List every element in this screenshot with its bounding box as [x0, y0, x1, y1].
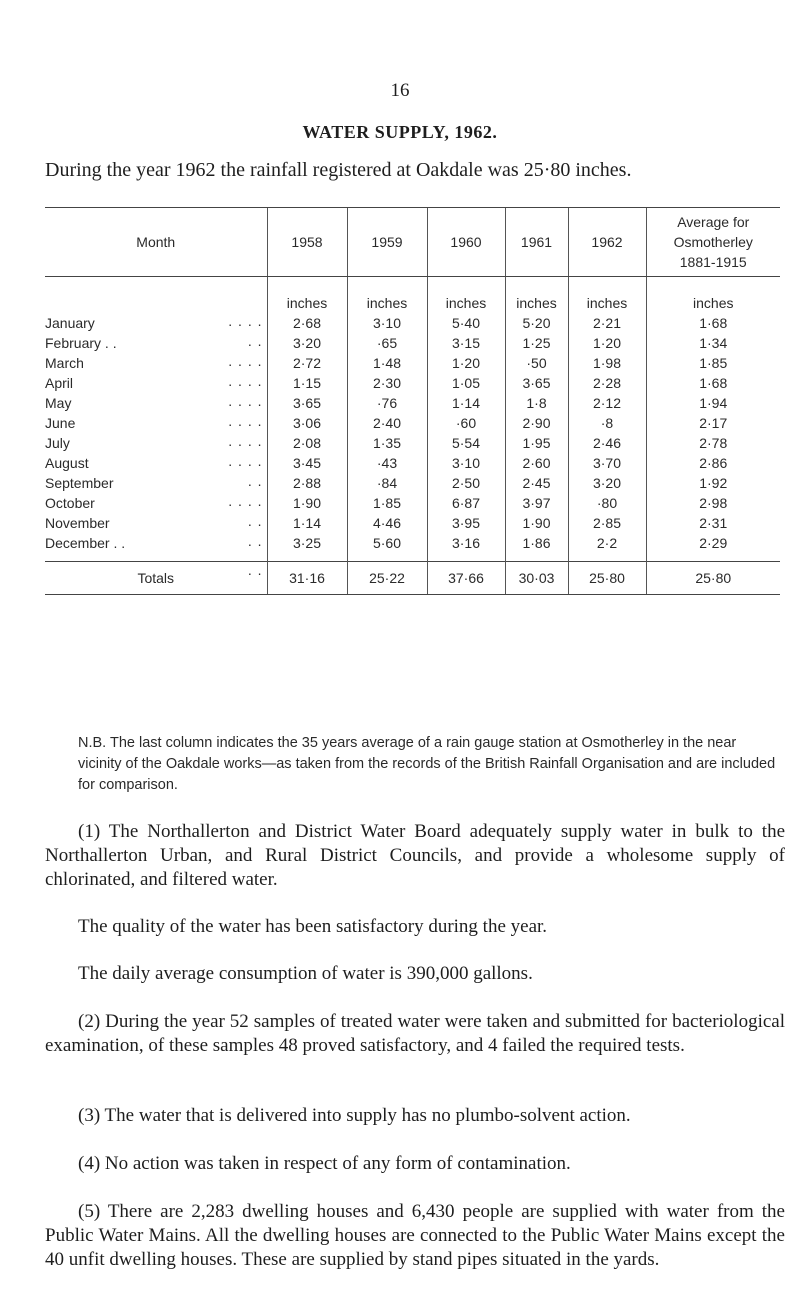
rainfall-value: 2·21	[568, 313, 646, 333]
table-row	[45, 313, 780, 333]
rainfall-value: ·43	[347, 453, 427, 473]
paragraph-1	[45, 820, 785, 892]
leader-dots: . . . .	[228, 313, 263, 329]
rainfall-value: 1·14	[427, 393, 505, 413]
intro-text: During the year 1962 the rainfall registered at Oakdale was 25·80 inches.	[45, 159, 632, 181]
paragraph-4	[45, 1010, 785, 1058]
rainfall-value: 2·12	[568, 393, 646, 413]
table-row	[45, 393, 780, 413]
rainfall-value: 4·46	[347, 513, 427, 533]
header-year: 1962	[568, 208, 646, 277]
month-label: September	[45, 475, 114, 491]
month-label: June	[45, 415, 76, 431]
month-label: May	[45, 395, 72, 411]
paragraph-5	[45, 1104, 785, 1128]
rainfall-value: 3·70	[568, 453, 646, 473]
month-label: July	[45, 435, 70, 451]
rainfall-value: 2·31	[646, 513, 780, 533]
rainfall-value: 3·06	[267, 413, 347, 433]
header-year: 1961	[505, 208, 568, 277]
rainfall-value: 2·50	[427, 473, 505, 493]
leader-dots: . .	[247, 533, 263, 549]
rainfall-value: 2·40	[347, 413, 427, 433]
rainfall-value: ·76	[347, 393, 427, 413]
leader-dots: . . . .	[228, 433, 263, 449]
table-row	[45, 433, 780, 453]
table-row	[45, 493, 780, 513]
rainfall-value: 3·65	[505, 373, 568, 393]
rainfall-value: 1·05	[427, 373, 505, 393]
rainfall-value: 3·25	[267, 533, 347, 553]
header-year: 1958	[267, 208, 347, 277]
total-value: 25·80	[568, 562, 646, 595]
leader-dots: . . . .	[228, 393, 263, 409]
paragraph-2	[45, 915, 785, 939]
rainfall-value: 3·65	[267, 393, 347, 413]
month-cell	[45, 393, 267, 413]
leader-dots: . .	[247, 333, 263, 349]
header-year: 1959	[347, 208, 427, 277]
rainfall-table	[45, 207, 780, 595]
rainfall-value: 3·95	[427, 513, 505, 533]
paragraph-text: (4) No action was taken in respect of any form of contamination.	[78, 1153, 571, 1174]
paragraph-7	[45, 1200, 785, 1272]
rainfall-value: 1·90	[505, 513, 568, 533]
unit-label: inches	[505, 277, 568, 314]
rainfall-value: 1·98	[568, 353, 646, 373]
rainfall-value: 2·86	[646, 453, 780, 473]
month-cell	[45, 373, 267, 393]
rainfall-value: 1·86	[505, 533, 568, 553]
paragraph-6	[45, 1152, 785, 1176]
month-label: August	[45, 455, 89, 471]
month-cell	[45, 353, 267, 373]
unit-label: inches	[267, 277, 347, 314]
total-value: 30·03	[505, 562, 568, 595]
table-row	[45, 533, 780, 553]
rainfall-value: 2·2	[568, 533, 646, 553]
rainfall-value: 3·45	[267, 453, 347, 473]
rainfall-value: 5·20	[505, 313, 568, 333]
rainfall-value: 1·25	[505, 333, 568, 353]
paragraph-text: (2) During the year 52 samples of treated water were taken and submitted for bacteriological examination, of these samples 48 proved satisfactory, and 4 failed the required tests.	[45, 1011, 785, 1056]
table-row	[45, 353, 780, 373]
rainfall-value: 5·40	[427, 313, 505, 333]
rainfall-value: 2·17	[646, 413, 780, 433]
leader-dots: . .	[247, 513, 263, 529]
month-label: December . .	[45, 535, 126, 551]
leader-dots: . . . .	[228, 353, 263, 369]
month-cell	[45, 473, 267, 493]
rainfall-value: 2·78	[646, 433, 780, 453]
table-footnote: N.B. The last column indicates the 35 years average of a rain gauge station at Osmotherley in the near vicinity of the Oakdale works—as taken from the records of the British Rainfall Organisation and are included for comparison.	[78, 735, 776, 793]
rainfall-value: 2·29	[646, 533, 780, 553]
totals-label: Totals	[137, 570, 175, 586]
page-number: 16	[390, 80, 410, 101]
rainfall-value: 1·85	[646, 353, 780, 373]
table-row	[45, 373, 780, 393]
rainfall-value: 1·95	[505, 433, 568, 453]
rainfall-value: 2·72	[267, 353, 347, 373]
rainfall-value: ·8	[568, 413, 646, 433]
rainfall-value: 2·60	[505, 453, 568, 473]
month-label: October	[45, 495, 95, 511]
unit-label: inches	[568, 277, 646, 314]
rainfall-value: 3·10	[347, 313, 427, 333]
rainfall-value: ·80	[568, 493, 646, 513]
rainfall-value: 1·68	[646, 373, 780, 393]
leader-dots: . .	[247, 473, 263, 489]
paragraph-text: (3) The water that is delivered into supply has no plumbo-solvent action.	[78, 1105, 631, 1126]
rainfall-value: ·84	[347, 473, 427, 493]
rainfall-value: 2·46	[568, 433, 646, 453]
leader-dots: . . . .	[228, 413, 263, 429]
rainfall-value: 1·90	[267, 493, 347, 513]
unit-label: inches	[646, 277, 780, 314]
month-cell	[45, 453, 267, 473]
table-row	[45, 473, 780, 493]
rainfall-value: 6·87	[427, 493, 505, 513]
rainfall-value: 2·08	[267, 433, 347, 453]
paragraph-text: The quality of the water has been satisfactory during the year.	[78, 916, 548, 937]
paragraph-text: The daily average consumption of water is 390,000 gallons.	[78, 963, 533, 984]
rainfall-value: 2·98	[646, 493, 780, 513]
rainfall-value: 1·15	[267, 373, 347, 393]
page-title: WATER SUPPLY, 1962.	[302, 122, 498, 142]
table-row	[45, 453, 780, 473]
header-month: Month	[45, 208, 267, 277]
month-cell	[45, 533, 267, 553]
rainfall-value: 3·20	[267, 333, 347, 353]
paragraph-text: (5) There are 2,283 dwelling houses and 6,430 people are supplied with water from the Public Water Mains. All the dwelling houses are connected to the Public Water Mains except the 40 unfit dwelling houses. These are supplied by stand pipes situated in the yards.	[45, 1201, 785, 1270]
rainfall-value: 1·20	[568, 333, 646, 353]
rainfall-value: 1·35	[347, 433, 427, 453]
rainfall-value: 2·45	[505, 473, 568, 493]
month-label: April	[45, 375, 74, 391]
rainfall-value: 1·20	[427, 353, 505, 373]
rainfall-value: 1·48	[347, 353, 427, 373]
totals-row	[45, 562, 780, 595]
rainfall-value: 2·90	[505, 413, 568, 433]
rainfall-value: ·65	[347, 333, 427, 353]
unit-label: inches	[347, 277, 427, 314]
units-row	[45, 277, 780, 314]
total-value: 31·16	[267, 562, 347, 595]
rainfall-value: 1·8	[505, 393, 568, 413]
rainfall-value: 2·85	[568, 513, 646, 533]
rainfall-value: ·50	[505, 353, 568, 373]
total-value: 25·22	[347, 562, 427, 595]
rainfall-value: 2·28	[568, 373, 646, 393]
leader-dots: . . . .	[228, 453, 263, 469]
month-cell	[45, 333, 267, 353]
rainfall-value: 5·54	[427, 433, 505, 453]
rainfall-value: 1·92	[646, 473, 780, 493]
paragraph-3	[45, 962, 785, 986]
rainfall-value: 3·10	[427, 453, 505, 473]
month-label: November	[45, 515, 110, 531]
leader-dots: . .	[247, 562, 263, 578]
rainfall-value: 5·60	[347, 533, 427, 553]
header-average-line: 1881-1915	[679, 254, 747, 270]
rainfall-value: 1·68	[646, 313, 780, 333]
rainfall-value: 1·85	[347, 493, 427, 513]
unit-label: inches	[427, 277, 505, 314]
leader-dots: . . . .	[228, 493, 263, 509]
rainfall-value: 3·16	[427, 533, 505, 553]
rainfall-value: 1·34	[646, 333, 780, 353]
header-average-line: Average for	[677, 214, 750, 230]
month-cell	[45, 433, 267, 453]
table-row	[45, 513, 780, 533]
header-year: 1960	[427, 208, 505, 277]
rainfall-value: 2·30	[347, 373, 427, 393]
month-cell	[45, 513, 267, 533]
header-average-line: Osmotherley	[673, 234, 753, 250]
totals-label-cell	[45, 562, 267, 595]
rainfall-value: 2·88	[267, 473, 347, 493]
table-header-row	[45, 208, 780, 277]
table-row	[45, 413, 780, 433]
paragraph-text: (1) The Northallerton and District Water Board adequately supply water in bulk to the Northallerton Urban, and Rural District Councils, and provide a wholesome supply of chlorinated, and filtered water.	[45, 821, 785, 890]
rainfall-value: 1·14	[267, 513, 347, 533]
rainfall-value: ·60	[427, 413, 505, 433]
table-row	[45, 333, 780, 353]
total-value: 37·66	[427, 562, 505, 595]
month-label: January	[45, 315, 95, 331]
rainfall-value: 3·20	[568, 473, 646, 493]
rainfall-value: 3·15	[427, 333, 505, 353]
month-label: March	[45, 355, 84, 371]
header-average	[646, 208, 780, 277]
month-label: February . .	[45, 335, 117, 351]
rainfall-value: 2·68	[267, 313, 347, 333]
rainfall-value: 3·97	[505, 493, 568, 513]
total-value: 25·80	[646, 562, 780, 595]
month-cell	[45, 413, 267, 433]
rainfall-value: 1·94	[646, 393, 780, 413]
leader-dots: . . . .	[228, 373, 263, 389]
month-cell	[45, 313, 267, 333]
month-cell	[45, 493, 267, 513]
